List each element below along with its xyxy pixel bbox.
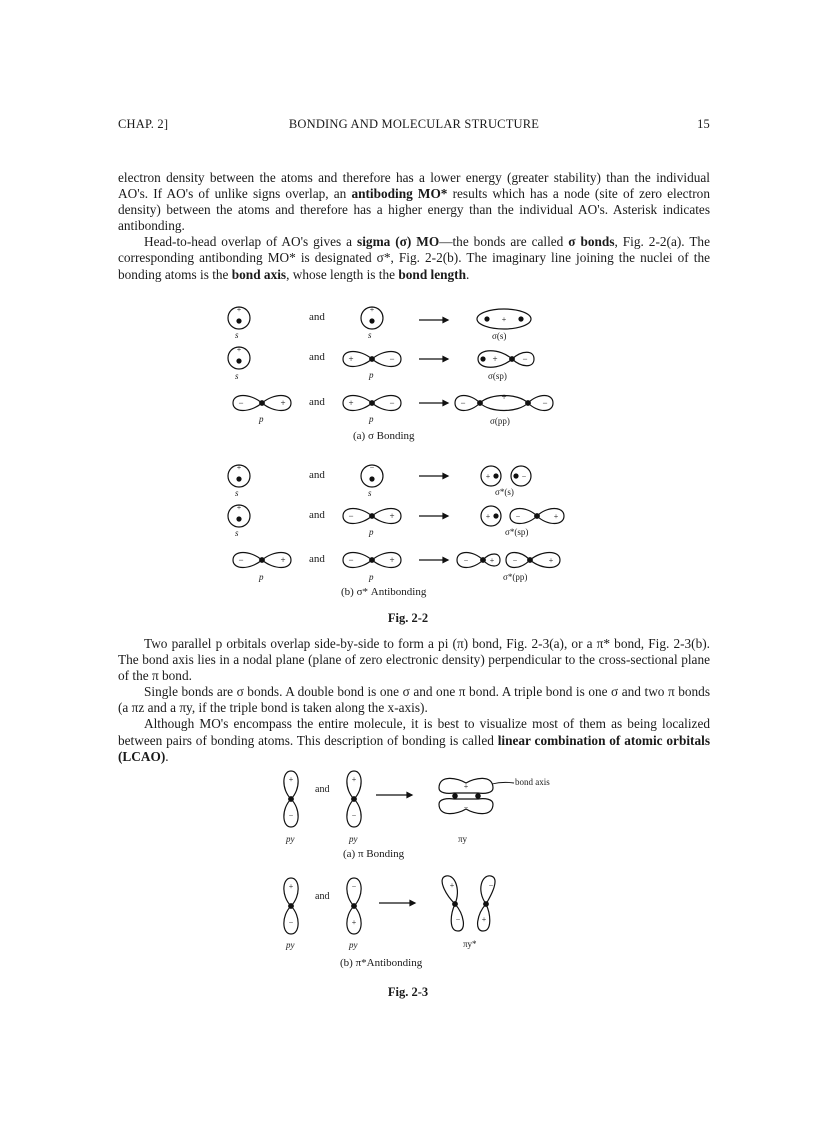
caption-pi-antibonding: (b) π*Antibonding [340,957,423,969]
p-label: p [259,572,264,582]
s-label: s [368,488,372,498]
sigma-star-pp-orbital [457,553,560,568]
svg-text:−: − [288,811,294,820]
svg-text:+: + [492,354,498,364]
pi-y-label: πy [458,834,468,844]
paragraph-single-double-triple: Single bonds are σ bonds. A double bond is one σ and one π bond. A triple bond is one σ and two π bonds (a πz and a πy, if the triple bond is taken along the x-axis). [118,684,710,716]
svg-text:−: − [455,915,461,924]
and-label: and [315,784,330,795]
p-label: p [369,527,374,537]
p-orbital-1 [343,352,401,367]
p-label: p [369,572,374,582]
sigma-pp-label: σ(pp) [490,416,510,426]
svg-text:−: − [369,463,375,472]
and-label: and [309,311,325,323]
svg-text:−: − [460,398,466,408]
svg-text:−: − [522,354,528,364]
chapter-label: CHAP. 2] [118,117,169,131]
pi-y-star-orbital [442,876,495,931]
svg-text:−: − [348,511,354,521]
svg-text:+: + [501,392,507,402]
sigma-star-s-label: σ*(s) [495,487,514,497]
pi-y-star-label: πy* [463,939,477,949]
p-label: p [369,370,374,380]
svg-text:+: + [236,463,242,472]
svg-text:−: − [512,556,518,565]
bond-axis-label: bond axis [515,777,550,787]
p-orbital-4 [343,509,401,524]
svg-text:+: + [280,398,286,408]
caption-pi-bonding: (a) π Bonding [343,848,405,860]
p-orbital-5 [233,553,291,568]
svg-text:−: − [351,882,357,891]
p-orbital-3 [343,396,401,411]
s-orbital-4 [228,463,250,487]
svg-text:+: + [553,512,559,521]
svg-text:+: + [351,918,357,927]
svg-text:+: + [348,398,354,408]
sigma-star-pp-label: σ*(pp) [503,572,528,582]
p-orbital-2 [233,396,291,411]
sigma-sp-label: σ(sp) [488,371,507,381]
body-text-top [118,170,710,283]
paragraph-lcao: Although MO's encompass the entire molecule, it is best to visualize most of them as being localized between pairs of bonding atoms. This description of bonding is called linear combination of atomic orbitals (LCAO). [118,716,710,764]
s-orbital-3 [228,345,250,369]
p-label: p [259,414,264,424]
svg-text:−: − [463,556,469,565]
s-label: s [235,528,239,538]
sigma-s-label: σ(s) [492,331,507,341]
svg-text:−: − [238,398,244,408]
s-orbital-6 [228,503,250,527]
svg-text:+: + [389,555,395,565]
svg-text:+: + [369,305,375,314]
and-label: and [315,891,330,902]
caption-sigma-bonding: (a) σ Bonding [353,430,415,442]
svg-text:+: + [389,511,395,521]
svg-text:−: − [463,803,469,812]
py-orbital-2 [347,771,361,827]
and-label: and [309,469,325,481]
svg-text:+: + [548,556,554,565]
svg-text:−: − [389,354,395,364]
svg-text:+: + [236,503,242,512]
sigma-sp-orbital [478,351,534,368]
svg-text:−: − [238,555,244,565]
figure-2-3-label: Fig. 2-3 [387,985,429,999]
svg-text:−: − [542,398,548,408]
caption-sigma-antibonding: (b) σ* Antibonding [341,586,427,598]
sigma-star-sp-orbital [481,506,564,526]
s-orbital-2 [361,305,383,329]
svg-text:+: + [236,345,242,354]
paragraph-sigma: Head-to-head overlap of AO's gives a sigma (σ) MO—the bonds are called σ bonds, Fig. 2-2(a). The corresponding antibonding MO* is designated σ*, Fig. 2-2(b). The imaginary line joining the nuclei of the bonding atoms is the bond axis, whose length is the bond length. [118,234,710,282]
p-orbital-6 [343,553,401,568]
and-label: and [309,351,325,363]
svg-text:+: + [449,881,455,890]
sigma-star-sp-label: σ*(sp) [505,527,529,537]
svg-text:+: + [288,775,294,784]
svg-text:−: − [351,811,357,820]
paragraph-pi-bond: Two parallel p orbitals overlap side-by-side to form a pi (π) bond, Fig. 2-3(a), or a π* bond, Fig. 2-3(b). The bond axis lies in a nodal plane (plane of zero electronic density) perpendicular to the cross-sectional plane of the π bond. [118,636,710,684]
p-label: p [369,414,374,424]
sigma-pp-orbital [455,392,553,411]
svg-text:+: + [501,315,507,324]
s-orbital-1 [228,305,250,329]
svg-text:+: + [485,472,491,481]
py-orbital-3 [284,878,298,934]
svg-text:+: + [236,305,242,314]
s-orbital-5 [361,463,383,487]
svg-text:+: + [463,782,469,791]
py-label: py [349,940,358,950]
svg-text:+: + [351,775,357,784]
svg-text:+: + [481,915,487,924]
py-label: py [286,834,295,844]
svg-text:−: − [348,555,354,565]
svg-text:+: + [288,882,294,891]
s-label: s [368,330,372,340]
page-number: 15 [697,117,710,131]
figure-2-2-label: Fig. 2-2 [387,611,429,625]
svg-text:+: + [485,512,491,521]
svg-text:−: − [488,881,494,890]
s-label: s [235,371,239,381]
svg-text:−: − [389,398,395,408]
and-label: and [309,553,325,565]
s-label: s [235,330,239,340]
py-orbital-1 [284,771,298,827]
svg-text:+: + [348,354,354,364]
body-text-middle [118,636,710,765]
py-label: py [349,834,358,844]
py-label: py [286,940,295,950]
sigma-s-orbital [477,309,531,329]
and-label: and [309,396,325,408]
py-orbital-4 [347,878,361,934]
s-label: s [235,488,239,498]
sigma-star-s-orbital [481,466,531,486]
running-header [118,117,710,135]
pi-y-orbital [439,778,514,813]
svg-text:−: − [521,472,527,481]
svg-text:−: − [515,512,521,521]
svg-text:+: + [489,556,495,565]
svg-text:+: + [280,555,286,565]
svg-text:−: − [288,918,294,927]
and-label: and [309,509,325,521]
paragraph-antibonding: electron density between the atoms and therefore has a lower energy (greater stability) than the individual AO's. If AO's of unlike signs overlap, an antiboding MO* results which has a node (site of zero electron density) between the atoms and therefore has a higher energy than the individual AO's. Asterisk indicates antibonding. [118,170,710,234]
running-title: BONDING AND MOLECULAR STRUCTURE [288,117,540,131]
